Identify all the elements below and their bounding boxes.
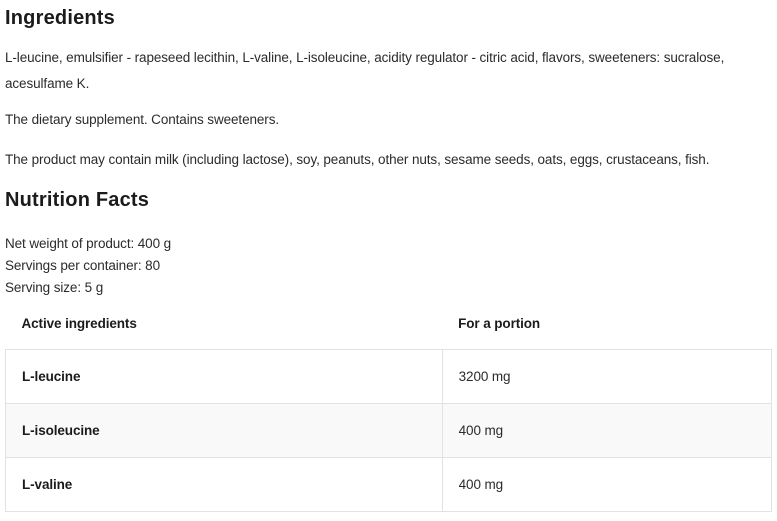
dietary-supplement-note: The dietary supplement. Contains sweeteners. [5,112,279,127]
ingredient-name: L-valine [6,458,443,512]
servings-per-container-line: Servings per container: 80 [5,258,160,273]
table-body [6,350,772,512]
net-weight-line: Net weight of product: 400 g [5,236,172,251]
table-row-l-isoleucine [6,404,772,458]
ingredients-composition-text: L-leucine, emulsifier - rapeseed lecithin, L-valine, L-isoleucine, acidity regulator - citric acid, flavors, sweeteners: sucralose, acesulfame K. [5,50,725,91]
column-header-for-a-portion: For a portion [458,316,541,331]
table-row-l-valine [6,458,772,512]
ingredients-section-title: Ingredients [5,7,115,29]
table-row-l-leucine [6,350,772,404]
allergen-warning-text: The product may contain milk (including lactose), soy, peanuts, other nuts, sesame seeds, oats, eggs, crustaceans, fish. [5,152,710,167]
table-header [6,316,772,350]
column-header-active-ingredients: Active ingredients [21,316,137,331]
ingredient-amount: 3200 mg [442,350,771,404]
ingredient-amount: 400 mg [442,458,771,512]
ingredient-amount: 400 mg [442,404,771,458]
ingredient-name: L-leucine [6,350,443,404]
table-header-row [6,316,772,350]
ingredient-name: L-isoleucine [6,404,443,458]
active-ingredients-table [5,316,772,512]
nutrition-facts-section-title: Nutrition Facts [5,189,150,211]
serving-size-line: Serving size: 5 g [5,280,104,295]
